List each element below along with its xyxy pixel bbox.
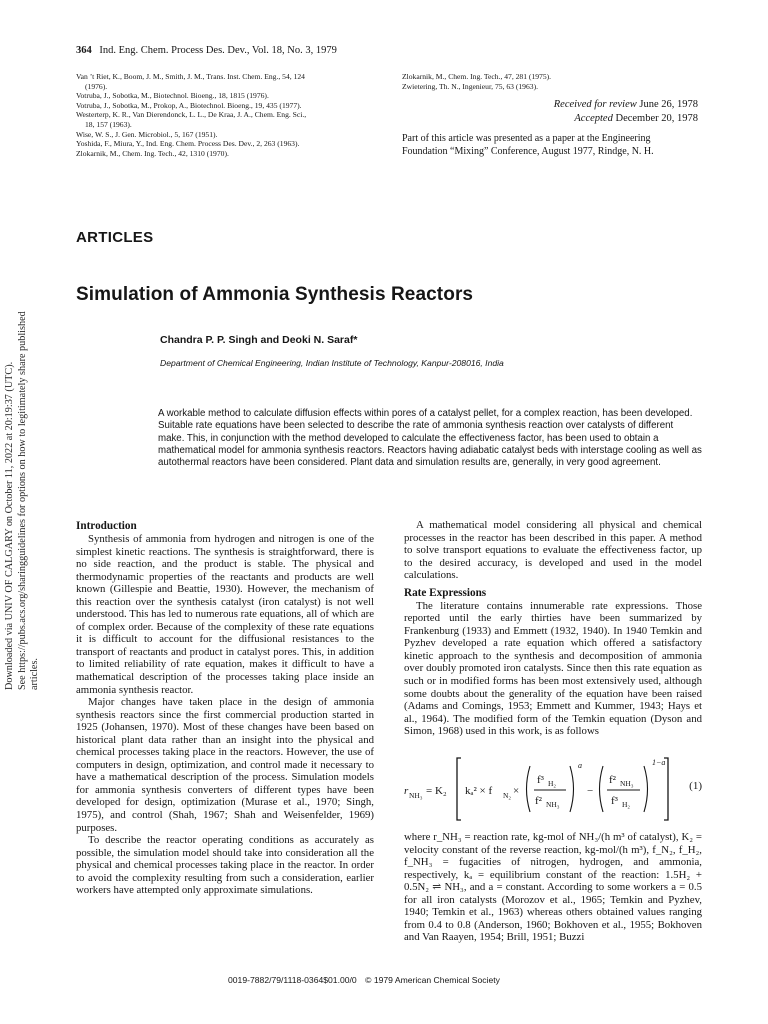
received-dates bbox=[402, 98, 698, 125]
eq-den1: f² bbox=[535, 795, 542, 807]
eq-den1-sub: NH₃ bbox=[546, 800, 560, 809]
temkin-rate-equation bbox=[404, 752, 702, 826]
reference-line: Westerterp, K. R., Van Dierendonck, L. L., De Kraa, J. A., Chem. Eng. Sci., bbox=[76, 110, 307, 120]
accepted-line: Accepted December 20, 1978 bbox=[574, 112, 698, 124]
download-stamp bbox=[4, 310, 41, 690]
article-code: 0019-7882/79/1118-0364$01.00/0 bbox=[228, 975, 357, 985]
reference-line: Wise, W. S., J. Gen. Microbiol., 5, 167 (1951). bbox=[76, 129, 218, 139]
reference-line: Zwietering, Th. N., Ingenieur, 75, 63 (1963). bbox=[402, 81, 539, 91]
journal-citation: Ind. Eng. Chem. Process Des. Dev., Vol. 18, No. 3, 1979 bbox=[99, 45, 337, 56]
equation-number: (1) bbox=[689, 780, 702, 792]
article-title: Simulation of Ammonia Synthesis Reactors bbox=[76, 284, 474, 305]
definitions-paragraph: where r_NH₃ = reaction rate, kg-mol of NH₃/(h m³ of catalyst), K₂ = velocity constant of the reverse reaction, kg-mol/(h m³), f_N₂, f_H₂, f_NH₃ = fugacities of nitrogen, hydrogen, and ammonia, respectively, kₐ = equilibrium constant of the reaction: 1.5H₂ + 0.5N₂ ⇌ NH₃, and a = constant. According to some workers a = 0.5 for all iron catalysts (Morozov et al., 1965; Temkin and Pyzhev, 1940; Temkin et al., 1963) whereas others obtained values ranging from 0.4 to 0.8 (Anderson, 1960; Bokhoven et al., 1955; Bokhoven and Van Raayen, 1954; Brill, 1951; Buzzi bbox=[404, 831, 702, 944]
paren-2-close bbox=[644, 766, 648, 812]
running-header bbox=[76, 45, 337, 56]
eq-minus: − bbox=[587, 785, 594, 797]
eq-exp-1a: 1−a bbox=[652, 758, 666, 767]
reference-line: Yoshida, F., Miura, Y., Ind. Eng. Chem. Process Des. Dev., 2, 263 (1963). bbox=[76, 139, 300, 149]
paren-1-close bbox=[570, 766, 574, 812]
download-stamp-line-2: See https://pubs.acs.org/sharingguidelines for options on how to legitimately share published articles. bbox=[16, 311, 41, 690]
eq-num2: f² bbox=[609, 774, 616, 786]
reference-line: Zlokarnik, M., Chem. Ing. Tech., 42, 1310 (1970). bbox=[76, 148, 229, 158]
reference-line: Votruba, J., Sobotka, M., Biotechnol. Bioeng., 18, 1815 (1976). bbox=[76, 91, 269, 101]
rate-paragraph: The literature contains innumerable rate expressions. Those reported until the early thirties have been summarized by Frankenburg (1933) and Emmett (1932, 1940). In 1940 Temkin and Pyzhev developed a rate equation which offered a satisfactory kinetic approach to the synthesis and decomposition of ammonia over doubly promoted iron catalysts. Since then this rate equation as such or in modified forms has been most extensively used, although some doubts about the generality of the equation have been raised (Adams and Comings, 1953; Emmett and Kummer, 1943; Hays et al., 1964). The modified form of the Temkin equation (Dyson and Simon, 1968) used in this work, is as follows bbox=[404, 599, 702, 738]
eq-lhs-sub: NH₃ bbox=[409, 791, 423, 800]
right-square-bracket bbox=[664, 758, 668, 820]
eq-equals: = K₂ bbox=[426, 785, 447, 797]
eq-ka-fn2: kₐ² × f bbox=[465, 785, 493, 797]
paren-2-open bbox=[600, 766, 604, 812]
intro-paragraph-1: Synthesis of ammonia from hydrogen and nitrogen is one of the simplest kinetic reactions. The synthesis is straightforward, there is no side reaction, and the product is stable. The physical and thermodynamic properties of the reactants and products are well known (Gillespie and Beattie, 1930). However, the mechanism of this reaction over the synthesis catalyst (iron catalyst) is not well understood. This has led to numerous rate equations, all of which are of complex order. Because of the complexity of these rate equations it is difficult to account for the diffusional resistances to the transport of reactants and product in catalyst pores. This, in addition to limited reliability of rate equation, makes it difficult to have a mathematical description of the processes taking place inside an ammonia synthesis reactor. bbox=[76, 533, 374, 696]
introduction-heading: Introduction bbox=[76, 520, 137, 532]
left-square-bracket bbox=[457, 758, 461, 820]
download-stamp-line-1: Downloaded via UNIV OF CALGARY on October 11, 2022 at 20:19:37 (UTC). bbox=[4, 361, 15, 690]
copyright-notice: © 1979 American Chemical Society bbox=[365, 975, 500, 985]
paren-1-open bbox=[527, 766, 531, 812]
reference-line: Votruba, J., Sobotka, M., Prokop, A., Biotechnol. Bioeng., 19, 435 (1977). bbox=[76, 100, 302, 110]
eq-den2: f³ bbox=[611, 795, 618, 807]
reference-line: (1976). bbox=[85, 81, 108, 91]
eq-lhs: r bbox=[404, 785, 409, 797]
eq-num2-sub: NH₃ bbox=[620, 779, 634, 788]
references-right-column bbox=[402, 72, 702, 91]
presented-note: Part of this article was presented as a paper at the Engineering Foundation “Mixing” Conference, August 1977, Rindge, N. H. bbox=[402, 133, 654, 157]
section-label: ARTICLES bbox=[76, 229, 154, 246]
authors: Chandra P. P. Singh and Deoki N. Saraf* bbox=[160, 334, 358, 346]
model-paragraph: A mathematical model considering all physical and chemical processes in the reactor has been described in this paper. A method to solve transport equations to evaluate the effectiveness factor, up to the desired accuracy, is developed and used in the model calculations. bbox=[404, 519, 702, 582]
eq-num1-sub: H₂ bbox=[548, 779, 557, 788]
body-right-column-bottom bbox=[404, 831, 702, 944]
reference-line: 18, 157 (1963). bbox=[85, 119, 132, 129]
eq-times: × bbox=[513, 785, 520, 797]
affiliation: Department of Chemical Engineering, Indian Institute of Technology, Kanpur-208016, India bbox=[160, 358, 504, 368]
received-line: Received for review June 26, 1978 bbox=[553, 99, 698, 110]
rate-expressions-heading: Rate Expressions bbox=[404, 586, 487, 599]
body-left-column bbox=[76, 519, 374, 897]
intro-paragraph-3: To describe the reactor operating conditions as accurately as possible, the simulation model should take into consideration all the physical and chemical processes taking place in the reactor. In order to avoid the complexity resulting from such a consideration, earlier workers have attempted only approximate simulations. bbox=[76, 834, 374, 897]
eq-ka-sub: N₂ bbox=[503, 791, 512, 800]
eq-exp-a: a bbox=[578, 761, 582, 770]
eq-den2-sub: H₂ bbox=[622, 800, 631, 809]
body-right-column-top bbox=[404, 519, 702, 738]
equation-graphic bbox=[404, 752, 674, 826]
page-footer bbox=[228, 975, 500, 985]
eq-num1: f³ bbox=[537, 774, 544, 786]
references-left-column bbox=[76, 72, 386, 158]
reference-line: Zlokarnik, M., Chem. Ing. Tech., 47, 281 (1975). bbox=[402, 72, 552, 81]
reference-line: Van ’t Riet, K., Boom, J. M., Smith, J. M., Trans. Inst. Chem. Eng., 54, 124 bbox=[76, 72, 305, 81]
intro-paragraph-2: Major changes have taken place in the design of ammonia synthesis reactors since the first commercial production started in 1925 (Johansen, 1970). Most of these changes have been based on historical plant data rather than an insight into the physical and chemical processes taking place in the reactors. However, the use of computers in design, optimization, and control made it necessary to have a mathematical description of the process. Simulation models for ammonia synthesis converters of different types have been developed for design, optimization (Murase et al., 1970; Singh, 1975), and control (Shah, 1967; Shah and Weisenfelder, 1969) purposes. bbox=[76, 696, 374, 834]
page-number: 364 bbox=[76, 45, 92, 56]
abstract: A workable method to calculate diffusion effects within pores of a catalyst pellet, for a complex reaction, has been developed. Suitable rate equations have been selected to describe the rate of ammonia synthesis reaction over catalysts of different make. This, in conjunction with the method developed to calculate the effectiveness factor, has been used to obtain a mathematical model for ammonia synthesis reactors. Reactors having adiabatic catalyst beds with interstage cooling as well as autothermal reactors have been considered. Plant data and simulation results are, generally, in very good agreement. bbox=[158, 408, 702, 469]
